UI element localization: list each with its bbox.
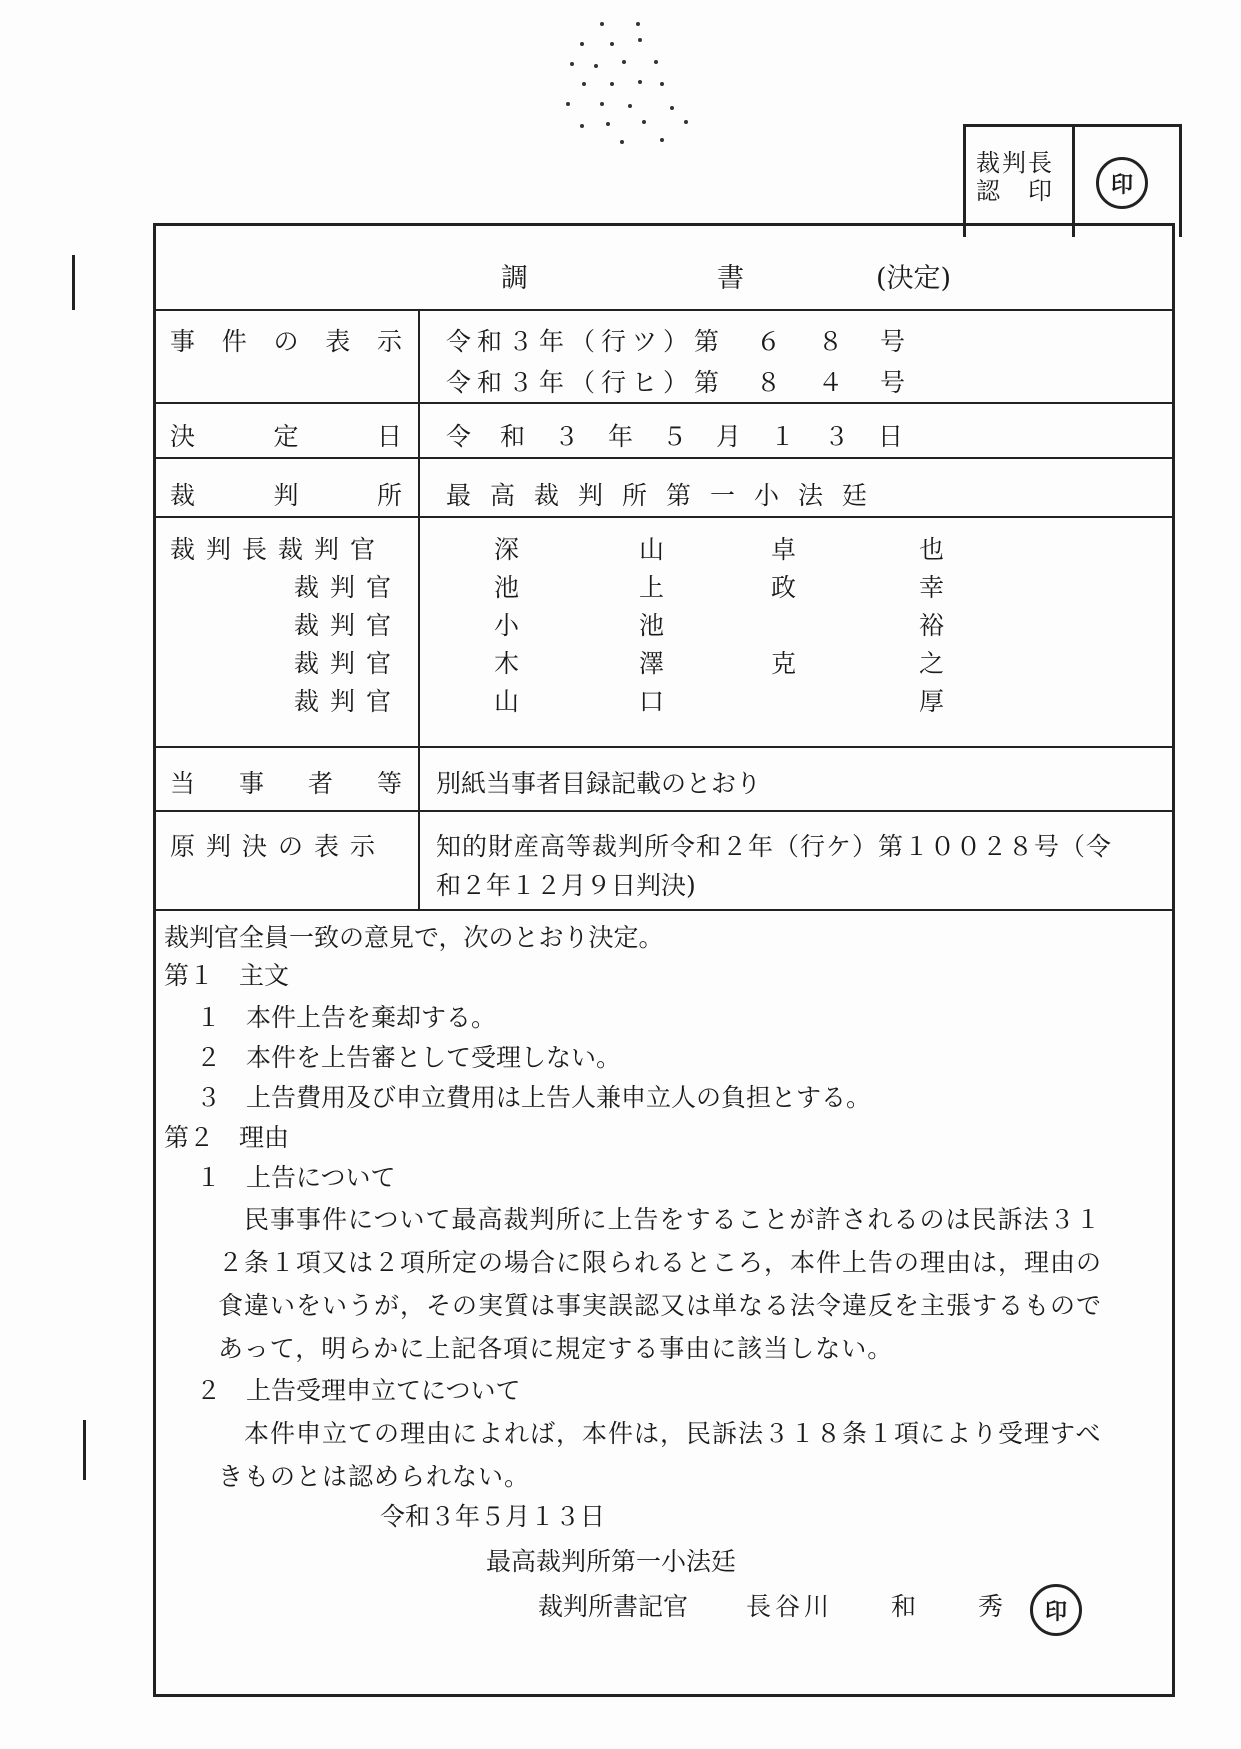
clerk-seal-icon: 印 xyxy=(1030,1584,1082,1636)
decision-date-label: 決 定 日 xyxy=(170,422,402,451)
case-label: 事 件 の 表 示 xyxy=(170,327,402,356)
section1-title: 第１ 主文 xyxy=(164,961,290,990)
reason2-line: きものとは認められない。 xyxy=(218,1462,531,1491)
approval-stamp-box xyxy=(963,124,1182,237)
court-name: 最高裁判所第一小法廷 xyxy=(446,481,887,510)
reason2-line: 本件申立ての理由によれば，本件は，民訴法３１８条１項により受理すべ xyxy=(244,1419,1102,1448)
signature-date: 令和３年５月１３日 xyxy=(380,1502,606,1531)
judge-title: 裁判官 xyxy=(294,687,403,716)
order-item: ２ 本件を上告審として受理しない。 xyxy=(196,1043,622,1072)
original-judgment-line1: 知的財産高等裁判所令和２年（行ケ）第１００２８号（令 xyxy=(436,832,1113,861)
decision-date: 令和３年５月１３日 xyxy=(446,422,933,451)
judge-title: 裁判官 xyxy=(294,611,403,640)
parties-value: 別紙当事者目録記載のとおり xyxy=(436,769,762,798)
seal-icon: 印 xyxy=(1096,157,1148,209)
order-item: ３ 上告費用及び申立費用は上告人兼申立人の負担とする。 xyxy=(196,1083,872,1112)
court-label: 裁 判 所 xyxy=(170,481,402,510)
judge-title: 裁判官 xyxy=(294,573,403,602)
judge-title: 裁判官 xyxy=(294,649,403,678)
punch-marks xyxy=(560,20,700,140)
document-subtitle: (決定) xyxy=(876,263,952,294)
original-judgment-line2: 和２年１２月９日判決) xyxy=(436,871,696,900)
decision-intro: 裁判官全員一致の意見で，次のとおり決定。 xyxy=(164,923,664,952)
section2-title: 第２ 理由 xyxy=(164,1123,290,1152)
margin-mark xyxy=(72,255,75,310)
reason1-line: あって，明らかに上記各項に規定する事由に該当しない。 xyxy=(218,1334,894,1363)
order-item: １ 本件上告を棄却する。 xyxy=(196,1003,497,1032)
reason1-line: 食違いをいうが，その実質は事実誤認又は単なる法令違反を主張するもので xyxy=(218,1291,1103,1320)
signature-court: 最高裁判所第一小法廷 xyxy=(486,1547,737,1576)
clerk-title: 裁判所書記官 xyxy=(538,1592,689,1621)
reason1-title: １ 上告について xyxy=(196,1163,396,1192)
stamp-label: 裁判長 認 印 xyxy=(976,149,1054,205)
reason1-line: 民事事件について最高裁判所に上告をすることが許されるのは民訴法３１ xyxy=(244,1205,1102,1234)
parties-label: 当 事 者 等 xyxy=(170,769,402,798)
reason1-line: ２条１項又は２項所定の場合に限られるところ，本件上告の理由は，理由の xyxy=(218,1248,1103,1277)
margin-mark xyxy=(83,1420,86,1480)
case-number-2: 令和３年（行ヒ）第 ８ ４ 号 xyxy=(446,368,912,397)
document-title: 調 書 xyxy=(501,263,744,294)
reason2-title: ２ 上告受理申立てについて xyxy=(196,1376,521,1405)
case-number-1: 令和３年（行ツ）第 ６ ８ 号 xyxy=(446,327,912,356)
clerk-name: 長谷川 和 秀 xyxy=(746,1592,1008,1621)
judge-title: 裁判長裁判官 xyxy=(170,535,387,564)
original-judgment-label: 原判決の表示 xyxy=(170,832,387,861)
document-frame: 調 書 (決定) 事 件 の 表 示 令和３年（行ツ）第 ６ ８ 号 令和３年（行ヒ）第 ８ ４ 号 決 定 日 令和３年５月１３日 裁 判 所 最高裁判所第一小法廷 裁判長裁判官 裁判官 裁判官 裁判官 裁判官 深 山 卓 也 池 上 政 幸 小 池 裕 木 澤 克 之 山 口 厚 当 事 者 等 別紙当事者目録記載のとおり 原判決の表示 知的財産高等裁判所令和２年（行ケ）第１００２８号（令 和２年１２月９日判決) 裁判官全員一致の意見で，次のとおり決定。 第１ 主文 １ 本件上告を棄却する。 ２ 本件を上告審として受理しない。 ３ 上告費用及び申立費用は上告人兼申立人の負担とする。 第２ 理由 １ 上告について 民事事件について最高裁判所に上告をすることが許されるのは民訴法３１ ２条１項又は２項所定の場合に限られるところ，本件上告の理由は，理由の 食違いをいうが，その実質は事実誤認又は単なる法令違反を主張するもので あって，明らかに上記各項に規定する事由に該当しない。 ２ 上告受理申立てについて 本件申立ての理由によれば，本件は，民訴法３１８条１項により受理すべ きものとは認められない。 令和３年５月１３日 最高裁判所第一小法廷 裁判所書記官 長谷川 和 秀 印 xyxy=(153,223,1175,1697)
